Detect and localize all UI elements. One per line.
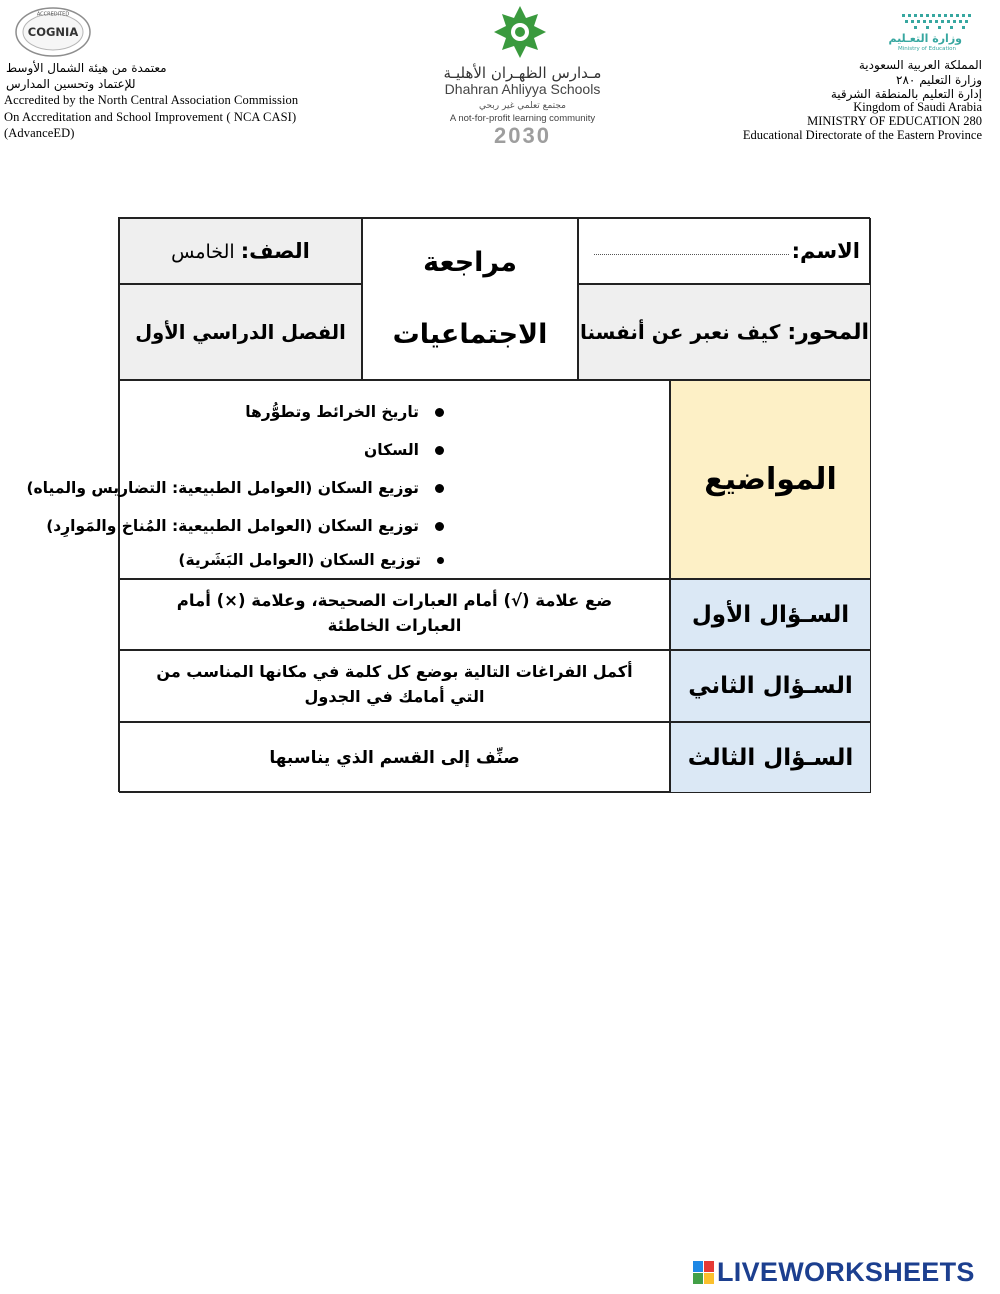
topics-list	[26, 393, 444, 575]
ministry-logo-english: Ministry of Education	[897, 46, 956, 52]
left-english-line-3: (AdvanceED)	[4, 126, 75, 140]
bullet-icon	[435, 446, 444, 455]
liveworksheets-text: LIVEWORKSHEETS	[717, 1257, 975, 1287]
bullet-icon	[435, 522, 444, 531]
question-1-text-line-2: العبارات الخاطئة	[327, 615, 462, 635]
topics-list-cell	[26, 380, 670, 579]
topic-item: السكان	[26, 431, 444, 469]
right-english-line-2: MINISTRY OF EDUCATION 280	[807, 114, 982, 128]
question-3-text-line-1: صنِّف إلى القسم الذي يناسبها	[269, 747, 520, 768]
title-cell	[362, 218, 578, 380]
worksheet-table	[26, 217, 870, 792]
grade-cell	[119, 218, 362, 284]
tagline-english: A not-for-profit learning community	[449, 113, 596, 124]
question-2-label-cell	[670, 650, 871, 722]
question-1-label-cell	[670, 579, 871, 650]
grade-label: الصف:	[240, 239, 310, 263]
topics-label-cell	[670, 380, 871, 579]
topic-item: تاريخ الخرائط وتطوُّرها	[26, 393, 444, 431]
name-input-line[interactable]	[594, 254, 789, 255]
question-2-text-cell	[119, 650, 670, 722]
axis-cell	[578, 284, 871, 380]
topic-item: توزيع السكان (العوامل البَشَرية)	[26, 545, 444, 575]
axis-label: المحور:	[787, 319, 869, 345]
bullet-icon	[437, 557, 444, 564]
question-3-text-cell	[119, 722, 670, 793]
name-cell	[578, 218, 871, 284]
semester-text: الفصل الدراسي الأول	[135, 320, 346, 344]
school-name-english: Dhahran Ahliyya Schools	[444, 81, 601, 97]
question-3-label-cell	[670, 722, 871, 793]
question-2-label: السـؤال الثاني	[688, 673, 853, 699]
question-1-label: السـؤال الأول	[691, 601, 850, 628]
cognia-logo	[14, 6, 92, 58]
left-arabic-line-2: للإعتماد وتحسين المدارس	[6, 77, 136, 91]
tagline-arabic: مجتمع تعلمي غير ربحي	[478, 101, 566, 111]
title-line-1: مراجعة	[423, 247, 517, 278]
bullet-icon	[435, 408, 444, 417]
grade-value: الخامس	[171, 241, 235, 263]
question-1-text-cell	[119, 579, 670, 650]
question-2-text-line-2: التي أمامك في الجدول	[304, 687, 485, 706]
vision-2030-logo: 2030	[494, 123, 551, 148]
liveworksheets-logo[interactable]	[693, 1257, 975, 1288]
dhahran-star-logo	[480, 4, 560, 60]
right-arabic-line-2: وزارة التعليم ٢٨٠	[896, 73, 982, 87]
svg-text:COGNIA: COGNIA	[27, 25, 79, 39]
right-arabic-line-1: المملكة العربية السعودية	[858, 58, 982, 72]
title-line-2: الاجتماعيات	[392, 319, 548, 350]
semester-cell	[119, 284, 362, 380]
liveworksheets-icon	[693, 1261, 715, 1285]
left-arabic-line-1: معتمدة من هيئة الشمال الأوسط	[6, 61, 167, 75]
ministry-logo-arabic: وزارة التعـليم	[888, 32, 962, 45]
right-arabic-line-3: إدارة التعليم بالمنطقة الشرقية	[830, 87, 982, 101]
right-english-line-1: Kingdom of Saudi Arabia	[853, 100, 982, 114]
question-3-label: السـؤال الثالث	[687, 744, 854, 771]
school-name-arabic: مـدارس الظهـران الأهليـة	[443, 64, 602, 82]
topics-label: المواضيع	[704, 462, 837, 497]
topic-item: توزيع السكان (العوامل الطبيعية: المُناخ والمَوارِد)	[26, 507, 444, 545]
left-english-line-1: Accredited by the North Central Association Commission	[4, 93, 299, 107]
topic-item: توزيع السكان (العوامل الطبيعية: التضاريس والمياه)	[26, 469, 444, 507]
right-english-line-3: Educational Directorate of the Eastern Province	[742, 128, 982, 142]
axis-value: كيف نعبر عن أنفسنا	[580, 319, 781, 344]
name-label: الاسم:	[791, 239, 860, 263]
svg-text:ACCREDITED: ACCREDITED	[36, 11, 70, 18]
bullet-icon	[435, 484, 444, 493]
question-2-text-line-1: أكمل الفراغات التالية بوضع كل كلمة في مكانها المناسب من	[156, 662, 633, 681]
left-english-line-2: On Accreditation and School Improvement ( NCA CASI)	[4, 110, 297, 124]
question-1-text-line-1: ضع علامة (√) أمام العبارات الصحيحة، وعلامة (×) أمام	[176, 590, 613, 610]
